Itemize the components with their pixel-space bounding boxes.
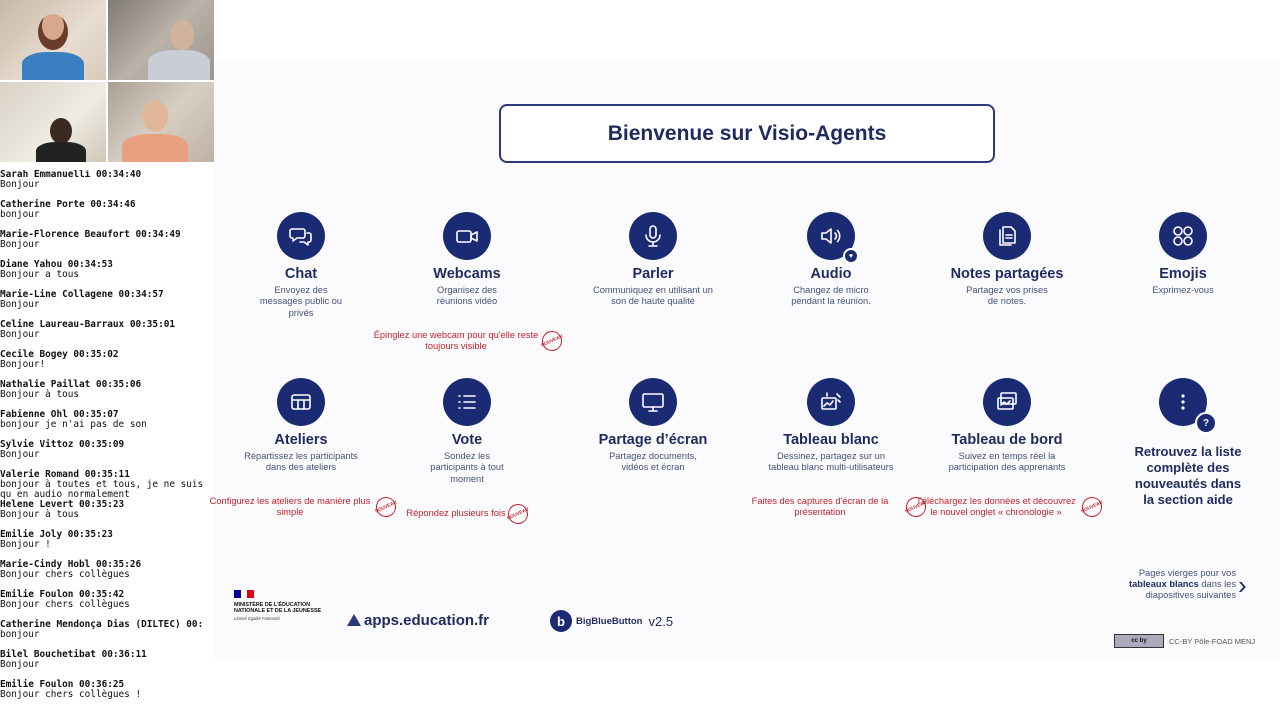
chat-message-author: Fabienne Ohl 00:35:07 bbox=[0, 409, 119, 420]
feature-description: Suivez en temps réel la participation des apprenants bbox=[948, 451, 1066, 473]
chat-message-author: Marie-Cindy Hobl 00:35:26 bbox=[0, 559, 142, 570]
help-section-text: Retrouvez la liste complète des nouveautés dans la section aide bbox=[1134, 444, 1242, 507]
chat-message-time: 00:35:01 bbox=[129, 319, 175, 330]
feature-title: Notes partagées bbox=[950, 266, 1064, 282]
new-stamp-icon: NOUVEAU bbox=[504, 501, 531, 528]
chat-message-author: Marie-Florence Beaufort 00:34:49 bbox=[0, 229, 181, 240]
poll-list-icon bbox=[443, 378, 491, 426]
chat-message bbox=[0, 560, 214, 590]
new-stamp-icon: NOUVEAU bbox=[903, 494, 930, 521]
feature-description: Répartissez les participants dans des ateliers bbox=[244, 451, 358, 473]
more-info-icon bbox=[1159, 378, 1210, 429]
feature-description: Communiquez en utilisant un son de haute qualité bbox=[593, 285, 713, 307]
bbb-icon: b bbox=[550, 610, 572, 632]
webcam-video[interactable] bbox=[0, 0, 106, 80]
new-stamp-icon: NOUVEAU bbox=[373, 494, 400, 521]
chat-message-author: Emilie Foulon 00:36:25 bbox=[0, 679, 125, 690]
feature-title: Webcams bbox=[433, 266, 501, 282]
chat-message-time: 00:34:53 bbox=[67, 259, 113, 270]
chevron-right-icon[interactable]: › bbox=[1238, 570, 1247, 600]
chat-message-text: bonjour bbox=[0, 629, 40, 640]
chat-message-time: 00:35:02 bbox=[73, 349, 119, 360]
chat-message-text: Bonjour bbox=[0, 239, 40, 250]
webcam-grid bbox=[0, 0, 214, 160]
chat-message-text: Bonjour chers collègues ! bbox=[0, 689, 142, 700]
chat-message-time: 00:36:25 bbox=[79, 679, 125, 690]
chat-message bbox=[0, 530, 214, 560]
feature-audio bbox=[736, 212, 926, 308]
whiteboard-icon bbox=[807, 378, 855, 426]
chat-message-author: Celine Laureau-Barraux 00:35:01 bbox=[0, 319, 175, 330]
feature-title: Vote bbox=[451, 432, 483, 448]
speaker-icon bbox=[807, 212, 855, 260]
monitor-icon bbox=[629, 378, 677, 426]
chat-message-time: 00:35:23 bbox=[67, 529, 113, 540]
feature-title: Tableau blanc bbox=[783, 432, 879, 448]
chat-message-author: Valerie Romand 00:35:11 bbox=[0, 469, 130, 480]
feature-description: Organisez des réunions vidéo bbox=[436, 285, 498, 307]
dashboard-icon bbox=[983, 378, 1031, 426]
webcam-video[interactable] bbox=[108, 82, 214, 162]
ministere-logo: MINISTÈRE DE L'ÉDUCATION NATIONALE ET DE LA JEUNESSE Liberté Égalité Fraternité bbox=[234, 590, 324, 656]
bigbluebutton-logo: b BigBlueButton v2.5 bbox=[550, 610, 673, 632]
feature-title: Tableau de bord bbox=[951, 432, 1063, 448]
webcam-video[interactable] bbox=[108, 0, 214, 80]
chat-message bbox=[0, 680, 214, 710]
feature-description: Partagez vos prises de notes. bbox=[966, 285, 1048, 307]
chat-message-author: Sarah Emmanuelli 00:34:40 bbox=[0, 170, 142, 180]
feature-tableau-blanc bbox=[736, 378, 926, 520]
feature-partage-d-cran bbox=[558, 378, 748, 474]
chat-message bbox=[0, 650, 214, 680]
chat-message-author: Helene Levert 00:35:23 bbox=[0, 499, 125, 510]
feature-parler bbox=[558, 212, 748, 308]
microphone-icon bbox=[629, 212, 677, 260]
feature-notes-partag-es bbox=[912, 212, 1102, 308]
help-feature bbox=[1088, 378, 1278, 429]
chat-message-text: Bonjour bbox=[0, 659, 40, 670]
feature-webcams bbox=[372, 212, 562, 354]
feature-title: Chat bbox=[284, 266, 318, 282]
chat-message-text: bonjour bbox=[0, 209, 40, 220]
feature-title: Audio bbox=[810, 266, 852, 282]
chat-message-text: bonjour je n'ai pas de son bbox=[0, 419, 147, 430]
chat-message bbox=[0, 470, 214, 500]
version-label: v2.5 bbox=[648, 613, 674, 629]
chat-message-text: Bonjour à tous bbox=[0, 509, 80, 520]
feature-tableau-de-bord bbox=[912, 378, 1102, 520]
next-slide-text: Pages vierges pour vos tableaux blancs dans les diapositives suivantes bbox=[1129, 568, 1236, 600]
chat-message-time: 00:34:49 bbox=[135, 229, 181, 240]
breakout-rooms-icon bbox=[277, 378, 325, 426]
chat-message-time: 00:36:11 bbox=[101, 649, 147, 660]
feature-emojis bbox=[1088, 212, 1278, 296]
chat-message-text: Bonjour bbox=[0, 179, 40, 190]
apps-education-logo: apps.education.fr bbox=[347, 612, 489, 629]
chat-message-time: 00:35:11 bbox=[84, 469, 130, 480]
feature-ateliers bbox=[206, 378, 396, 520]
chat-message-text: Bonjour chers collègues bbox=[0, 599, 130, 610]
heart-badge-icon: ♥ bbox=[843, 248, 859, 264]
public-chat-log bbox=[0, 170, 214, 720]
chat-message bbox=[0, 410, 214, 440]
chat-message-author: Catherine Porte 00:34:46 bbox=[0, 199, 136, 210]
license-info: cc by CC-BY Pôle-FOAD MENJ bbox=[1114, 634, 1255, 648]
new-feature-note: Téléchargez les données et découvrez le nouvel onglet « chronologie » NOUVEAU bbox=[912, 496, 1102, 519]
webcam-video[interactable] bbox=[0, 82, 106, 162]
next-slide-hint[interactable] bbox=[1116, 568, 1256, 604]
chat-message bbox=[0, 170, 214, 200]
feature-title: Parler bbox=[632, 266, 674, 282]
chat-message-author: Sylvie Vittoz 00:35:09 bbox=[0, 439, 125, 450]
chat-message-text: Bonjour a tous bbox=[0, 269, 80, 280]
chat-message bbox=[0, 260, 214, 290]
feature-title: Ateliers bbox=[274, 432, 328, 448]
help-badge-icon: ? bbox=[1195, 412, 1217, 434]
chat-message-time: 00:35:42 bbox=[79, 589, 125, 600]
triangle-logo-icon bbox=[347, 614, 361, 626]
feature-description: Envoyez des messages public ou privés bbox=[259, 285, 343, 318]
documents-icon bbox=[983, 212, 1031, 260]
chat-message bbox=[0, 320, 214, 350]
chat-message bbox=[0, 230, 214, 260]
chat-message-time: 00:34:46 bbox=[90, 199, 136, 210]
chat-message-author: Bilel Bouchetibat 00:36:11 bbox=[0, 649, 147, 660]
chat-message-author: Nathalie Paillat 00:35:06 bbox=[0, 379, 142, 390]
feature-description: Dessinez, partagez sur un tableau blanc multi-utilisateurs bbox=[768, 451, 894, 473]
chat-message-text: Bonjour bbox=[0, 449, 40, 460]
slide-title: Bienvenue sur Visio-Agents bbox=[499, 104, 995, 163]
new-feature-note: Répondez plusieurs fois NOUVEAU bbox=[406, 508, 527, 519]
chat-message-text: Bonjour à tous bbox=[0, 389, 80, 400]
chat-message-time: 00:35:09 bbox=[79, 439, 125, 450]
feature-description: Changez de micro pendant la réunion. bbox=[791, 285, 871, 307]
chat-message bbox=[0, 500, 214, 530]
feature-title: Partage d’écran bbox=[598, 432, 708, 448]
chat-message-author: Diane Yahou 00:34:53 bbox=[0, 259, 113, 270]
chat-message-time: 00:35:07 bbox=[73, 409, 119, 420]
feature-description: Exprimez-vous bbox=[1152, 285, 1214, 295]
new-feature-note: Configurez les ateliers de manière plus simple NOUVEAU bbox=[206, 496, 396, 519]
chat-message bbox=[0, 440, 214, 470]
chat-message-text: Bonjour! bbox=[0, 359, 46, 370]
feature-title: Emojis bbox=[1159, 266, 1207, 282]
chat-message-time: 00:34:40 bbox=[95, 170, 142, 180]
feature-description: Sondez les participants à tout moment bbox=[430, 451, 504, 484]
chat-message-text: Bonjour chers collègues bbox=[0, 569, 130, 580]
presentation-slide bbox=[209, 60, 1280, 660]
chat-message-author: Emilie Foulon 00:35:42 bbox=[0, 589, 125, 600]
chat-message-time: 00: bbox=[186, 619, 204, 630]
chat-message-time: 00:35:06 bbox=[95, 379, 142, 390]
new-feature-note: Faites des captures d'écran de la présentation NOUVEAU bbox=[736, 496, 926, 519]
new-stamp-icon: NOUVEAU bbox=[539, 328, 566, 355]
feature-description: Partagez documents, vidéos et écran bbox=[609, 451, 697, 473]
chat-message bbox=[0, 590, 214, 620]
chat-message-time: 00:34:57 bbox=[118, 289, 164, 300]
chat-message bbox=[0, 380, 214, 410]
chat-message-author: Marie-Line Collagene 00:34:57 bbox=[0, 289, 164, 300]
new-feature-note: Épinglez une webcam pour qu'elle reste toujours visible NOUVEAU bbox=[372, 330, 562, 353]
chat-message bbox=[0, 350, 214, 380]
chat-message bbox=[0, 290, 214, 320]
feature-vote bbox=[372, 378, 562, 521]
chat-message-time: 00:35:26 bbox=[95, 559, 142, 570]
feature-chat bbox=[206, 212, 396, 319]
chat-message-time: 00:35:23 bbox=[79, 499, 125, 510]
chat-message bbox=[0, 200, 214, 230]
chat-bubbles-icon bbox=[277, 212, 325, 260]
chat-message-author: Cecile Bogey 00:35:02 bbox=[0, 349, 119, 360]
chat-message bbox=[0, 620, 214, 650]
chat-message-author: Catherine Mendonça Dias (DILTEC) 00: bbox=[0, 619, 204, 630]
new-stamp-icon: NOUVEAU bbox=[1079, 494, 1106, 521]
french-flag-icon bbox=[234, 590, 254, 598]
chat-message-author: Emilie Joly 00:35:23 bbox=[0, 529, 113, 540]
camera-icon bbox=[443, 212, 491, 260]
chat-message-text: Bonjour bbox=[0, 299, 40, 310]
cc-by-icon: cc by bbox=[1114, 634, 1164, 648]
chat-message-text: Bonjour bbox=[0, 329, 40, 340]
chat-message-text: bonjour à toutes et tous, je ne suis qu en audio normalement bbox=[0, 479, 209, 500]
chat-message-text: Bonjour ! bbox=[0, 539, 51, 550]
left-panel bbox=[0, 0, 214, 720]
emoji-icon bbox=[1159, 212, 1207, 260]
